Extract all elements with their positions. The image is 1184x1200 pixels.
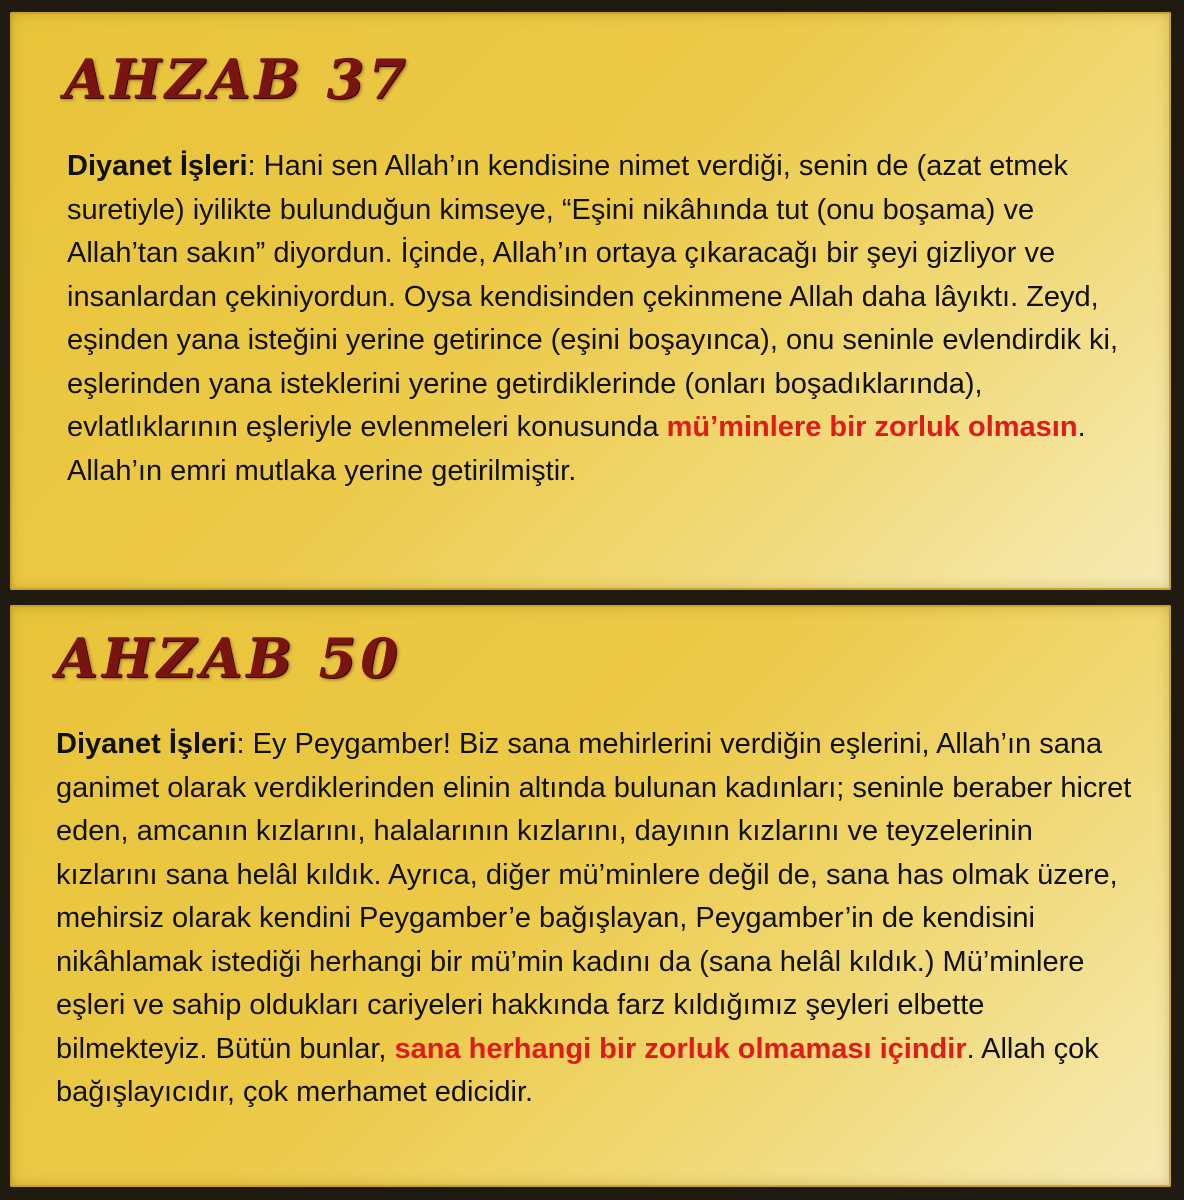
verse-text-main: Hani sen Allah’ın kendisine nimet verdiği, senin de (azat etmek suretiyle) iyilikte bulunduğun kimseye, “Eşini nikâhında tut (onu boşama) ve Allah’tan sakın” diyordun. İçinde, Allah’ın ortaya çıkaracağı bir şeyi gizliyor ve insanlardan çekiniyordun. Oysa kendisinden çekinmene Allah daha lâyıktı. Zeyd, eşinden yana isteğini yerine getirince (eşini boşayınca), onu seninle evlendirdik ki, eşlerinden yana isteklerini yerine getirdiklerinde (onları boşadıklarında), evlatlıklarının eşleriyle evlenmeleri konusunda [67,150,1119,443]
verse-panel-ahzab-50 [10,605,1171,1187]
highlighted-phrase: sana herhangi bir zorluk olmaması içindir [394,1032,967,1065]
source-label: Diyanet İşleri [56,728,237,760]
source-separator: : [247,150,264,182]
verse-panel-ahzab-37 [10,12,1171,590]
source-label: Diyanet İşleri [67,150,248,182]
source-separator: : [236,728,253,760]
verse-text-main: Ey Peygamber! Biz sana mehirlerini verdiğin eşlerini, Allah’ın sana ganimet olarak verdiklerinden elinin altında bulunan kadınları; seninle beraber hicret eden, amcanın kızlarını, halalarının kızlarını, dayının kızlarını ve teyzelerinin kızlarını sana helâl kıldık. Ayrıca, diğer mü’minlere değil de, sana has olmak üzere, mehirsiz olarak kendini Peygamber’e bağışlayan, Peygamber’in de kendisini nikâhlamak istediği herhangi bir mü’min kadını da (sana helâl kıldık.) Mü’minlere eşleri ve sahip oldukları cariyeleri hakkında farz kıldığımız şeyleri elbette bilmekteyiz. Bütün bunlar, [56,728,1132,1065]
verse-text-end: . Allah’ın emri mutlaka yerine getirilmiştir. [67,411,1086,487]
verse-title: AHZAB 37 [64,47,410,111]
verse-text-end: . Allah çok bağışlayıcıdır, çok merhamet edicidir. [56,1032,1099,1108]
verse-title: AHZAB 50 [56,626,402,690]
highlighted-phrase: mü’minlere bir zorluk olmasın [666,411,1078,443]
verse-text [56,723,1141,1115]
verse-text [67,145,1129,493]
